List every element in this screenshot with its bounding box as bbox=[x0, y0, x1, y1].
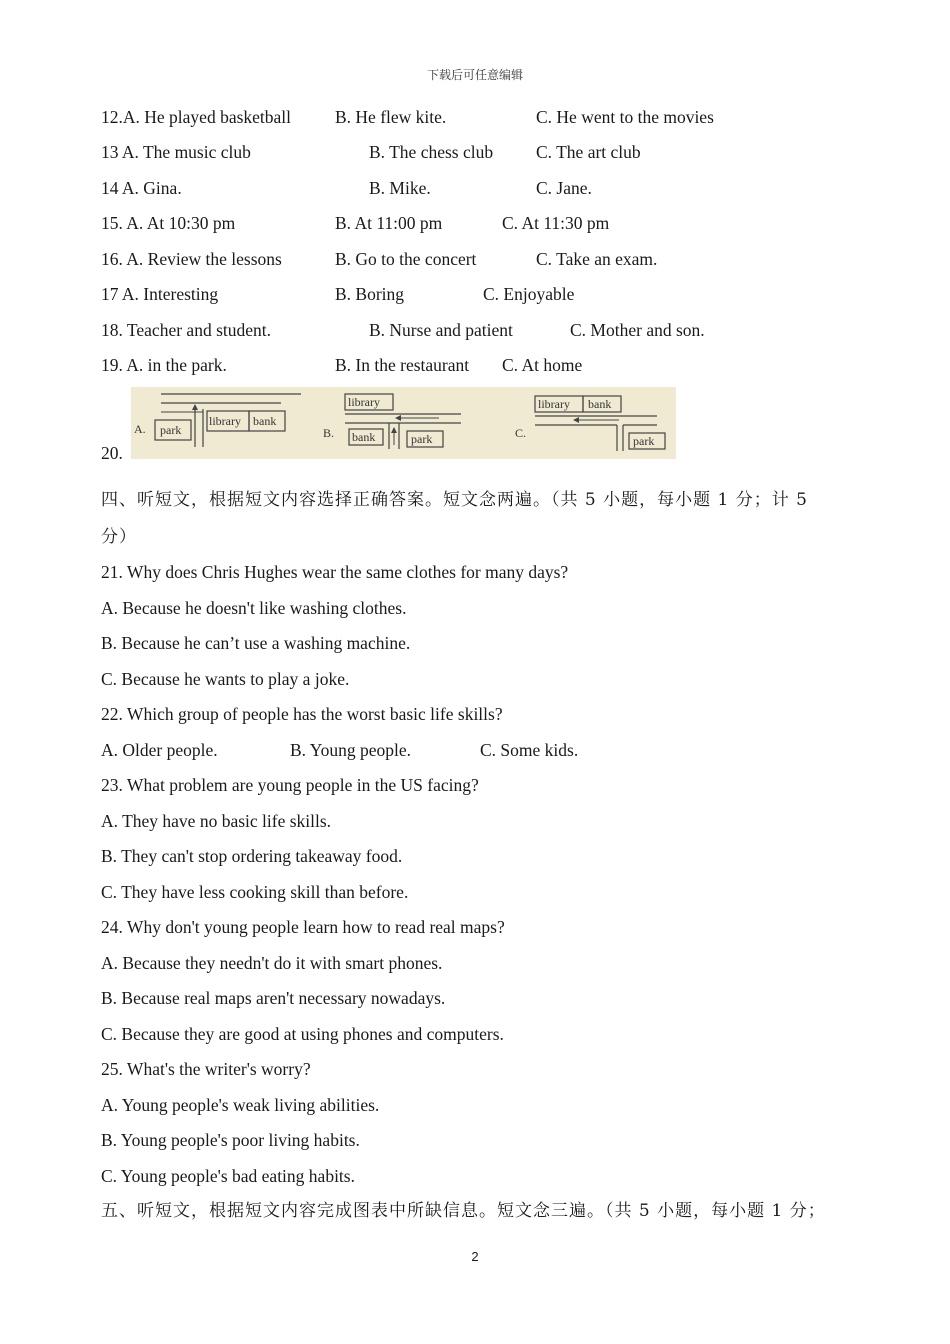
question-22-stem: 22. Which group of people has the worst basic life skills? bbox=[101, 704, 503, 724]
option-c: C. At home bbox=[502, 355, 583, 375]
option-a: A. Older people. bbox=[101, 740, 218, 760]
question-23-option-a: A. They have no basic life skills. bbox=[101, 811, 332, 831]
map-c-letter: C. bbox=[515, 426, 527, 440]
map-b-bank-label: bank bbox=[352, 430, 376, 444]
option-b: B. At 11:00 pm bbox=[335, 213, 443, 233]
map-options-image bbox=[131, 387, 676, 459]
map-c-park-label: park bbox=[633, 434, 655, 448]
option-c: C. Enjoyable bbox=[483, 284, 575, 304]
option-c: C. He went to the movies bbox=[536, 107, 714, 127]
option-c: C. Mother and son. bbox=[570, 320, 705, 340]
option-a: 17 A. Interesting bbox=[101, 284, 219, 304]
section-5-title: 五、听短文，根据短文内容完成图表中所缺信息。短文念三遍。（共 5 小题，每小题 1 分； bbox=[101, 1201, 826, 1221]
question-21-option-c: C. Because he wants to play a joke. bbox=[101, 669, 350, 689]
map-option-b bbox=[319, 387, 474, 459]
option-a: 16. A. Review the lessons bbox=[101, 249, 282, 269]
page-number: 2 bbox=[471, 1249, 479, 1264]
question-23-option-b: B. They can't stop ordering takeaway food. bbox=[101, 846, 403, 866]
question-21-stem: 21. Why does Chris Hughes wear the same clothes for many days? bbox=[101, 562, 569, 582]
option-a: 19. A. in the park. bbox=[101, 355, 227, 375]
option-a: 14 A. Gina. bbox=[101, 178, 182, 198]
option-b: B. Boring bbox=[335, 284, 405, 304]
map-a-library-label: library bbox=[209, 414, 241, 428]
question-20-number: 20. bbox=[101, 443, 123, 463]
question-25-option-c: C. Young people's bad eating habits. bbox=[101, 1166, 355, 1186]
map-b-library-label: library bbox=[348, 395, 380, 409]
option-b: B. Young people. bbox=[290, 740, 412, 760]
section-4-title-line1: 四、听短文，根据短文内容选择正确答案。短文念两遍。（共 5 小题，每小题 1 分；计 5 bbox=[101, 490, 808, 510]
question-21-option-b: B. Because he can’t use a washing machine. bbox=[101, 633, 411, 653]
question-21-option-a: A. Because he doesn't like washing clothes. bbox=[101, 598, 407, 618]
map-b-park-label: park bbox=[411, 432, 433, 446]
option-a: 13 A. The music club bbox=[101, 142, 251, 162]
option-b: B. The chess club bbox=[369, 142, 494, 162]
option-a: 15. A. At 10:30 pm bbox=[101, 213, 236, 233]
option-a: 12.A. He played basketball bbox=[101, 107, 292, 127]
section-4-title-line2: 分） bbox=[101, 527, 137, 547]
map-a-park-label: park bbox=[160, 423, 182, 437]
option-c: C. Take an exam. bbox=[536, 249, 658, 269]
option-b: B. Go to the concert bbox=[335, 249, 477, 269]
question-23-option-c: C. They have less cooking skill than before. bbox=[101, 882, 409, 902]
option-c: C. The art club bbox=[536, 142, 641, 162]
map-b-letter: B. bbox=[323, 426, 335, 440]
map-c-bank-label: bank bbox=[588, 397, 612, 411]
question-25-option-a: A. Young people's weak living abilities. bbox=[101, 1095, 380, 1115]
map-a-letter: A. bbox=[134, 422, 146, 436]
option-b: B. He flew kite. bbox=[335, 107, 447, 127]
question-24-stem: 24. Why don't young people learn how to read real maps? bbox=[101, 917, 505, 937]
question-24-option-b: B. Because real maps aren't necessary nowadays. bbox=[101, 988, 446, 1008]
option-c: C. At 11:30 pm bbox=[502, 213, 610, 233]
option-b: B. Mike. bbox=[369, 178, 431, 198]
question-25-option-b: B. Young people's poor living habits. bbox=[101, 1130, 360, 1150]
map-c-library-label: library bbox=[538, 397, 570, 411]
question-23-stem: 23. What problem are young people in the US facing? bbox=[101, 775, 479, 795]
option-c: C. Some kids. bbox=[480, 740, 579, 760]
map-option-c bbox=[511, 387, 676, 459]
question-25-stem: 25. What's the writer's worry? bbox=[101, 1059, 311, 1079]
option-b: B. In the restaurant bbox=[335, 355, 470, 375]
map-a-bank-label: bank bbox=[253, 414, 277, 428]
question-24-option-a: A. Because they needn't do it with smart phones. bbox=[101, 953, 443, 973]
option-b: B. Nurse and patient bbox=[369, 320, 513, 340]
option-a: 18. Teacher and student. bbox=[101, 320, 271, 340]
map-option-a bbox=[131, 387, 306, 459]
question-24-option-c: C. Because they are good at using phones and computers. bbox=[101, 1024, 504, 1044]
page-header: 下载后可任意编辑 bbox=[426, 68, 523, 82]
option-c: C. Jane. bbox=[536, 178, 592, 198]
